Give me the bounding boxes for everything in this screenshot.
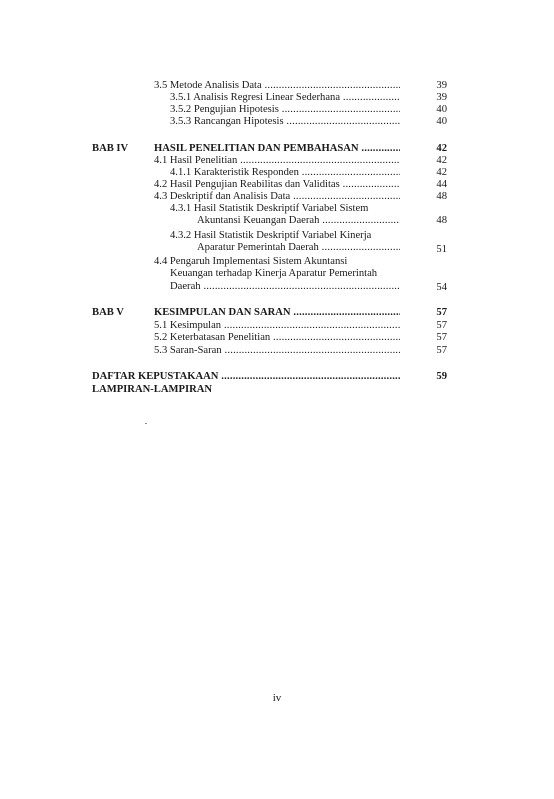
toc-entry-text: KESIMPULAN DAN SARAN .....: [154, 307, 400, 319]
chapter-title-entry: [154, 143, 400, 155]
toc-entry-text: 3.5.1 Analisis Regresi Linear Sederhana .....: [170, 92, 400, 104]
toc-page-number: 48: [436, 215, 447, 226]
toc-page-number: 40: [436, 104, 447, 115]
toc-entry-text: DAFTAR KEPUSTAKAAN .....: [92, 371, 400, 383]
toc-page-number: 40: [436, 116, 447, 127]
toc-page-number: 57: [436, 307, 447, 318]
toc-entry: [154, 345, 400, 357]
toc-entry: [154, 80, 400, 92]
toc-entry-text: 4.4 Pengaruh Implementasi Sistem Akuntansi: [154, 256, 348, 267]
toc-page-number: 54: [436, 282, 447, 293]
toc-entry: [170, 167, 400, 179]
toc-entry: [170, 92, 400, 104]
toc-entry-text: 4.2 Hasil Pengujian Reabilitas dan Validitas .....: [154, 179, 400, 191]
toc-entry-text: Aparatur Pemerintah Daerah .....: [197, 242, 400, 254]
toc-page-number: 57: [436, 332, 447, 343]
toc-page-number: 39: [436, 80, 447, 91]
toc-entry: [170, 104, 400, 116]
toc-entry-text: 3.5.3 Rancangan Hipotesis .....: [170, 116, 400, 128]
toc-page-number: 59: [436, 371, 447, 382]
toc-entry-text: 3.5.2 Pengujian Hipotesis .....: [170, 104, 400, 116]
toc-entry: [170, 281, 400, 293]
toc-entry-text: 5.1 Kesimpulan .....: [154, 320, 400, 332]
toc-entry: [197, 215, 400, 227]
scan-speck: [145, 423, 147, 424]
toc-entry-text: 5.2 Keterbatasan Penelitian .....: [154, 332, 400, 344]
toc-entry-text: 5.3 Saran-Saran .....: [154, 345, 400, 357]
toc-page-number: 57: [436, 345, 447, 356]
toc-entry-text: 4.3.1 Hasil Statistik Deskriptif Variabel Sistem: [170, 203, 369, 214]
toc-entry-text: 4.3.2 Hasil Statistik Deskriptif Variabel Kinerja: [170, 230, 372, 241]
toc-page-number: 48: [436, 191, 447, 202]
toc-entry: [92, 371, 400, 383]
toc-entry: [154, 320, 400, 332]
toc-entry: [170, 116, 400, 128]
toc-page-number: 42: [436, 143, 447, 154]
toc-page-number: 39: [436, 92, 447, 103]
toc-page-number: 57: [436, 320, 447, 331]
toc-entry-text: Keuangan terhadap Kinerja Aparatur Pemerintah: [170, 268, 378, 279]
toc-page-number: 44: [436, 179, 447, 190]
toc-entry-text: 4.1 Hasil Penelitian .....: [154, 155, 400, 167]
toc-entry-text: 4.3 Deskriptif dan Analisis Data .....: [154, 191, 400, 203]
toc-entry-text: 3.5 Metode Analisis Data .....: [154, 80, 400, 92]
toc-entry: [154, 179, 400, 191]
toc-entry-text: HASIL PENELITIAN DAN PEMBAHASAN .....: [154, 143, 400, 155]
chapter-title-entry: [154, 307, 400, 319]
toc-page-number: 42: [436, 167, 447, 178]
page-number-footer: iv: [272, 692, 282, 704]
toc-entry-text: 4.1.1 Karakteristik Responden .....: [170, 167, 400, 179]
toc-page-number: 51: [436, 244, 447, 255]
toc-entry: [154, 191, 400, 203]
toc-entry-text: Akuntansi Keuangan Daerah .....: [197, 215, 400, 227]
toc-entry-text: LAMPIRAN-LAMPIRAN: [92, 384, 213, 395]
toc-entry-text: Daerah .....: [170, 281, 400, 293]
toc-entry: [154, 155, 400, 167]
toc-entry: [197, 242, 400, 254]
toc-page-number: 42: [436, 155, 447, 166]
toc-entry: [154, 332, 400, 344]
chapter-label: BAB IV: [92, 143, 129, 154]
chapter-label: BAB V: [92, 307, 124, 318]
